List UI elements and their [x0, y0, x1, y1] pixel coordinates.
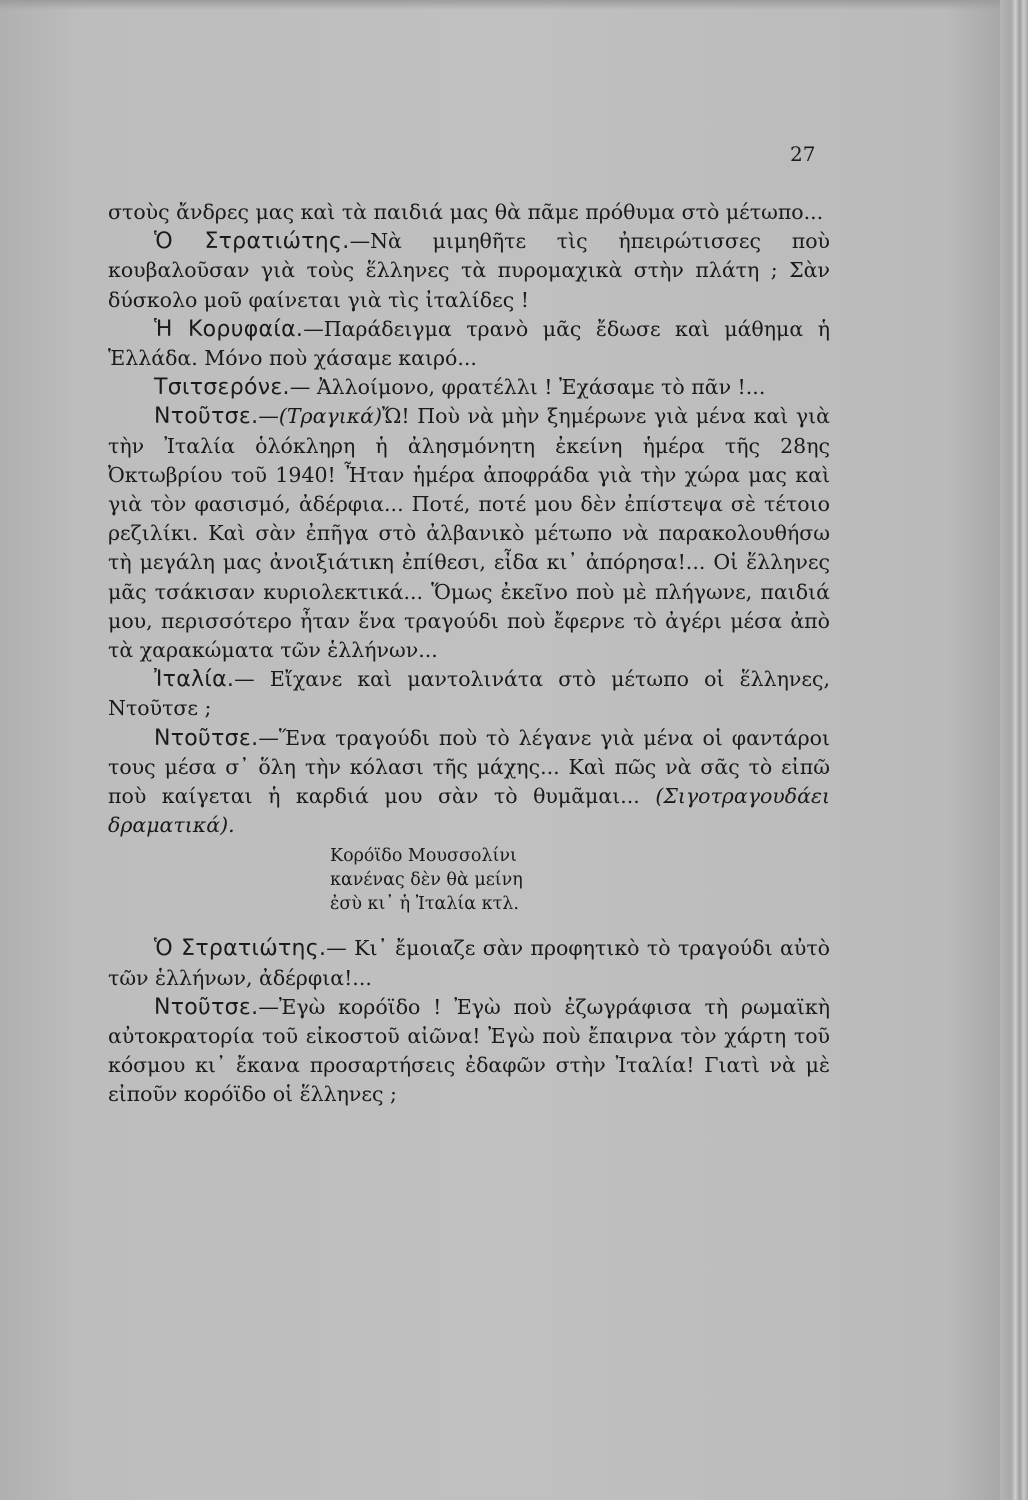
dialogue-tsitserone	[108, 373, 830, 402]
speaker-name: Τσιτσερόνε.	[154, 375, 290, 401]
dialogue-soldier	[108, 227, 830, 315]
speaker-name: Ντοῦτσε.	[154, 725, 259, 751]
speaker-name: Ντοῦτσε.	[154, 404, 259, 430]
dialogue-text: — Κι᾽ ἔμοιαζε σὰν προφητικὸ τὸ τραγούδι αὐτὸ τῶν ἑλλήνων, ἀδέρφια!...	[108, 936, 830, 990]
speaker-name: Ἡ Κορυφαία.	[154, 316, 304, 342]
dialogue-italia	[108, 665, 830, 723]
song-line: ἐσὺ κι᾽ ἡ Ἰταλία κτλ.	[330, 894, 519, 915]
song-line: κανένας δὲν θὰ μείνη	[330, 870, 523, 891]
dialogue-text: —Ἕνα τραγούδι ποὺ τὸ λέγανε γιὰ μένα οἱ φαντάροι τους μέσα σ᾽ ὅλη τὴν κόλασι τῆς μάχης... Καὶ πῶς νὰ σᾶς τὸ εἰπῶ ποὺ καίγεται ἡ καρδιά μου σὰν τὸ θυμᾶμαι...	[108, 725, 830, 809]
page-edge-stack	[1000, 0, 1028, 1500]
dialogue-text: —Νὰ μιμηθῆτε τὶς ἠπειρώτισσες ποὺ κουβαλοῦσαν γιὰ τοὺς ἕλληνες τὰ πυρομαχικὰ στὴν πλάτη ; Σὰν δύσκολο μοῦ φαίνεται γιὰ τὶς ἰταλίδες !	[108, 229, 830, 312]
dialogue-koryfaia	[108, 315, 830, 373]
dialogue-text: — Εἴχανε καὶ μαντολινάτα στὸ μέτωπο οἱ ἕλληνες, Ντοῦτσε ;	[108, 667, 830, 721]
paragraph-continuation	[108, 198, 830, 227]
speaker-name: Ντοῦτσε.	[154, 994, 259, 1020]
dialogue-text: Ὤ! Ποὺ νὰ μὴν ξημέρωνε γιὰ μένα καὶ γιὰ τὴν Ἰταλία ὁλόκληρη ἡ ἀλησμόνητη ἐκείνη ἡμέρα τῆς 28ης Ὀκτωβρίου τοῦ 1940! Ἦταν ἡμέρα ἀποφράδα γιὰ τὴν χώρα μας καὶ γιὰ τὸν φασισμό, ἀδέρφια... Ποτέ, ποτέ μου δὲν ἐπίστεψα σὲ τέτοιο ρεζιλίκι. Καὶ σὰν ἐπῆγα στὸ ἀλβανικὸ μέτωπο νὰ παρακολουθήσω τὴ μεγάλη μας ἀνοιξιάτικη ἐπίθεσι, εἶδα κι᾽ ἀπόρησα!... Οἱ ἕλληνες μᾶς τσάκισαν κυριολεκτικά... Ὅμως ἐκεῖνο ποὺ μὲ πλήγωνε, παιδιά μου, περισσότερο ἦταν ἕνα τραγούδι ποὺ ἔφερνε τὸ ἀγέρι μέσα ἀπὸ τὰ χαρακώματα τῶν ἑλλήνων...	[108, 404, 830, 663]
speaker-name: Ὁ Στρατιώτης.	[154, 229, 350, 255]
dialogue-text: —Παράδειγμα τρανὸ μᾶς ἔδωσε καὶ μάθημα ἡ Ἑλλάδα. Μόνο ποὺ χάσαμε καιρό...	[108, 316, 830, 371]
stage-direction: —(Τραγικά)	[258, 404, 383, 429]
song-verse	[330, 844, 830, 916]
dialogue-text: — Ἀλλοίμονο, φρατέλλι ! Ἐχάσαμε τὸ πᾶν !...	[289, 375, 766, 400]
song-line: Κορόϊδο Μουσσολίνι	[330, 846, 517, 867]
body-text	[108, 198, 830, 1110]
page-number: 27	[790, 142, 816, 166]
dialogue-text: —Ἐγὼ κορόϊδο ! Ἐγὼ ποὺ ἐζωγράφισα τὴ ρωμαϊκὴ αὐτοκρατορία τοῦ εἰκοστοῦ αἰῶνα! Ἐγὼ ποὺ ἔπαιρνα τὸν χάρτη τοῦ κόσμου κι᾽ ἔκανα προσαρτήσεις ἐδαφῶν στὴν Ἰταλία! Γιατὶ νὰ μὲ εἰποῦν κορόϊδο οἱ ἕλληνες ;	[108, 994, 830, 1107]
paragraph-text: στοὺς ἄνδρες μας καὶ τὰ παιδιά μας θὰ πᾶμε πρόθυμα στὸ μέτωπο...	[108, 200, 824, 224]
page-top-shadow	[0, 0, 1028, 10]
speaker-name: Ὁ Στρατιώτης.	[154, 936, 327, 962]
dialogue-duce-3	[108, 993, 830, 1110]
stage-direction: (Σιγοτραγουδάει δραματικά).	[108, 784, 830, 838]
dialogue-duce-2	[108, 724, 830, 841]
dialogue-duce-1	[108, 402, 830, 665]
dialogue-soldier-2	[108, 934, 830, 992]
speaker-name: Ἰταλία.	[154, 667, 235, 693]
